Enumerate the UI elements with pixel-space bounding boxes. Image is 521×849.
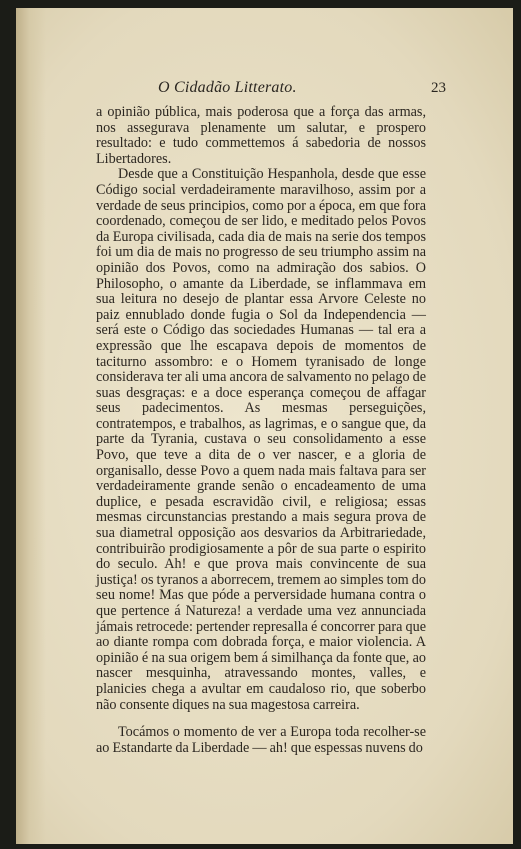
paragraph-3: Tocámos o momento de ver a Europa toda recolher-se ao Estandarte da Liberdade — ah! que espessas nuvens do [96,724,426,756]
paragraph-1: a opinião pública, mais poderosa que a força das armas, nos assegurava plenamente um salutar, e prospero resultado: e tudo commettemos á sabedoria de nossos Libertadores. [96,104,426,167]
paragraph-2: Desde que a Constituição Hespanhola, desde que esse Código social verdadeiramente maravilhoso, assim por a verdade de seus principios, como por a época, em que fora coordenado, começou de ser lido, e meditado pelos Povos da Europa civilisada, cada dia de mais na serie dos tempos foi um dia de mais no progresso de seu triumpho assim na opinião dos Povos, como na admiração dos sabios. O Philosopho, o amante da Liberdade, se inflammava em sua leitura no desejo de plantar essa Arvore Celeste no paiz ennublado donde fugia o Sol da Independencia — será este o Código das sociedades Humanas — tal era a expressão que lhe escapava depois de momentos de taciturno assombro: e o Homem tyranisado de longe considerava ter ali uma ancora de salvamento no pelago de suas desgraças: e a doce esperança começou de affagar seus padecimentos. As mesmas perseguições, contratempos, e trabalhos, as lagrimas, e o sangue que, da parte da Tyrania, custava o seu consolidamento a esse Povo, que teve a dita de o ver nascer, e a gloria de organisallo, desse Povo a quem nada mais faltava para ser verdadeiramente grande senão o encadeamento de uma duplice, e pesada escravidão civil, e religiosa; essas mesmas circunstancias prestando a mais segura prova de sua diametral opposição aos desvarios da Arbitrariedade, contribuirão prodigiosamente a pôr de sua parte o espirito do seculo. Ah! e que prova mais convincente de sua justiça! os tyranos a aborrecem, tremem ao simples tom do seu nome! Mas que póde a perversidade humana contra o que pertence á Natureza! a verdade uma vez annunciada jámais retrocede: pertender represalla é concorrer para que ao diante rompa com dobrada força, e maior violencia. A opinião é na sua origem bem á similhança da fonte que, ao nascer mesquinha, atravessando montes, valles, e planicies chega a avultar em caudaloso rio, que soberbo não consente diques na sua magestosa carreira. [96,166,426,713]
page-number: 23 [431,80,446,96]
body-text [96,105,426,756]
page-header [96,79,446,105]
page-gutter-shadow [16,8,46,844]
running-title: O Cidadão Litterato. [158,79,297,96]
